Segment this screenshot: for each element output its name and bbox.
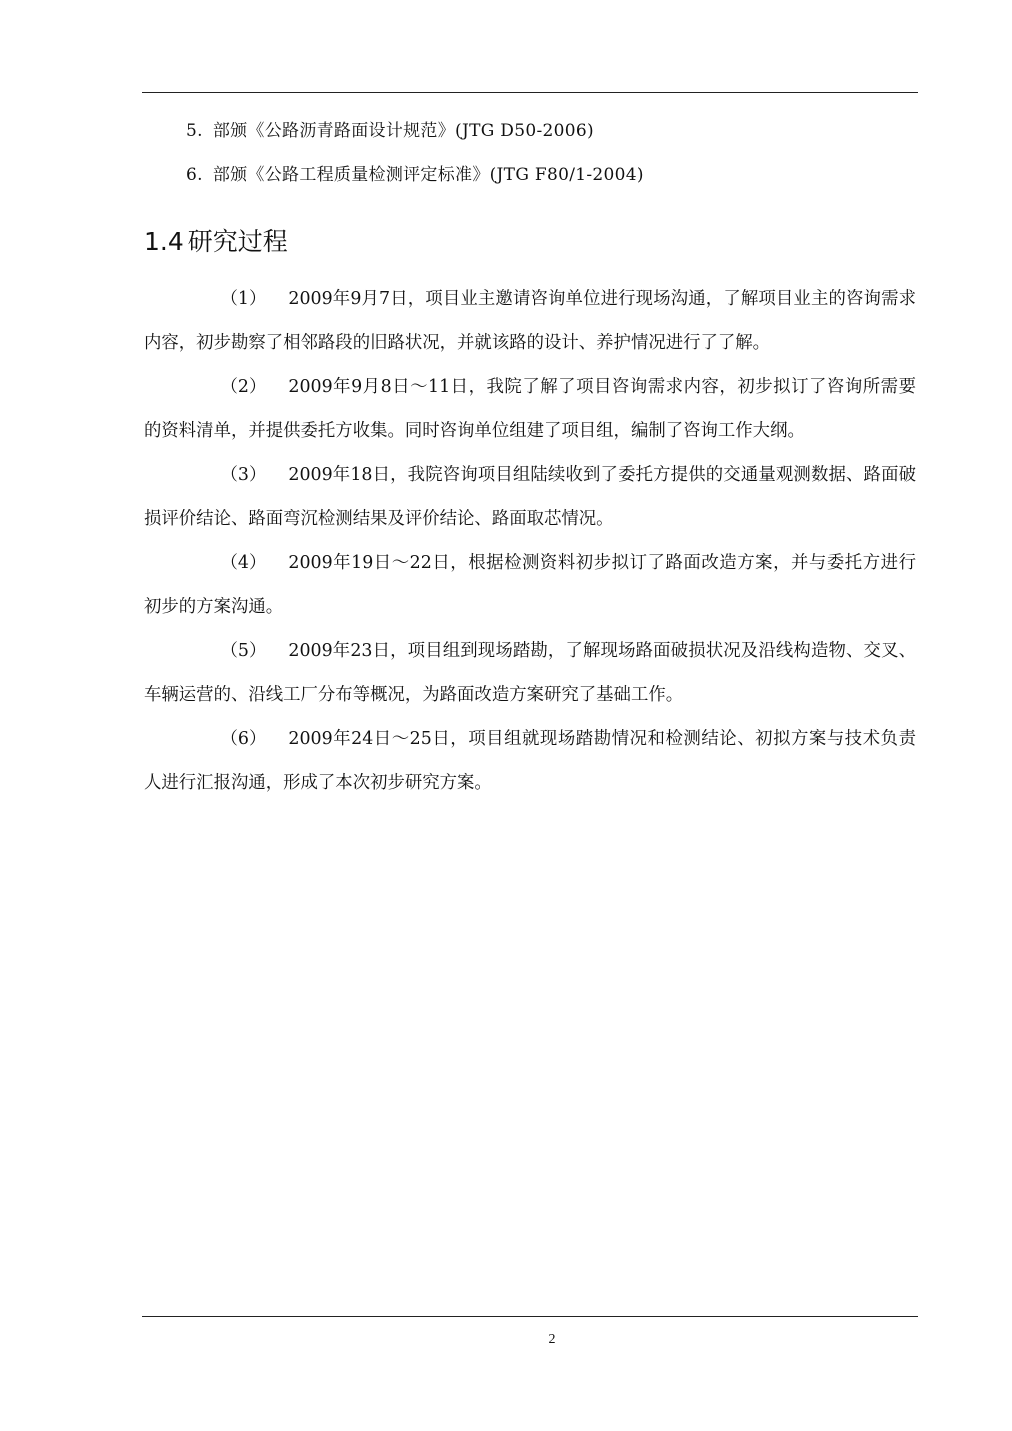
paragraph-marker: （4） xyxy=(220,553,267,573)
paragraph-text: 2009年9月8日～11日，我院了解了项目咨询需求内容，初步拟订了咨询所需要的资料清单，并提供委托方收集。同时咨询单位组建了项目组，编制了咨询工作大纲。 xyxy=(144,377,916,441)
header-rule xyxy=(142,92,918,93)
footer-rule xyxy=(142,1316,918,1317)
section-number: 1.4 xyxy=(144,227,184,256)
paragraph-text: 2009年19日～22日，根据检测资料初步拟订了路面改造方案，并与委托方进行初步的方案沟通。 xyxy=(144,553,916,617)
paragraph-marker: （2） xyxy=(220,377,267,397)
reference-number: 6. xyxy=(186,165,203,185)
paragraph-marker: （1） xyxy=(220,289,267,309)
paragraph-text: 2009年24日～25日，项目组就现场踏勘情况和检测结论、初拟方案与技术负责人进行汇报沟通，形成了本次初步研究方案。 xyxy=(144,729,916,793)
reference-text: 部颁《公路沥青路面设计规范》(JTG D50-2006) xyxy=(212,121,594,141)
paragraph-text: 2009年9月7日，项目业主邀请咨询单位进行现场沟通，了解项目业主的咨询需求内容，初步勘察了相邻路段的旧路状况，并就该路的设计、养护情况进行了了解。 xyxy=(144,289,916,353)
reference-item-5 xyxy=(186,116,594,141)
section-body xyxy=(144,277,916,805)
paragraph-marker: （3） xyxy=(220,465,267,485)
paragraph-6 xyxy=(144,717,916,805)
paragraph-1 xyxy=(144,277,916,365)
paragraph-2 xyxy=(144,365,916,453)
reference-number: 5. xyxy=(186,121,203,141)
reference-text: 部颁《公路工程质量检测评定标准》(JTG F80/1-2004) xyxy=(212,165,644,185)
section-heading xyxy=(144,222,288,258)
section-title: 研究过程 xyxy=(187,227,288,256)
paragraph-5 xyxy=(144,629,916,717)
paragraph-text: 2009年23日，项目组到现场踏勘，了解现场路面破损状况及沿线构造物、交叉、车辆运营的、沿线工厂分布等概况，为路面改造方案研究了基础工作。 xyxy=(144,641,916,705)
page-number: 2 xyxy=(548,1332,556,1347)
paragraph-marker: （5） xyxy=(220,641,267,661)
paragraph-text: 2009年18日，我院咨询项目组陆续收到了委托方提供的交通量观测数据、路面破损评价结论、路面弯沉检测结果及评价结论、路面取芯情况。 xyxy=(144,465,916,529)
paragraph-3 xyxy=(144,453,916,541)
reference-item-6 xyxy=(186,160,644,185)
paragraph-4 xyxy=(144,541,916,629)
paragraph-marker: （6） xyxy=(220,729,267,749)
